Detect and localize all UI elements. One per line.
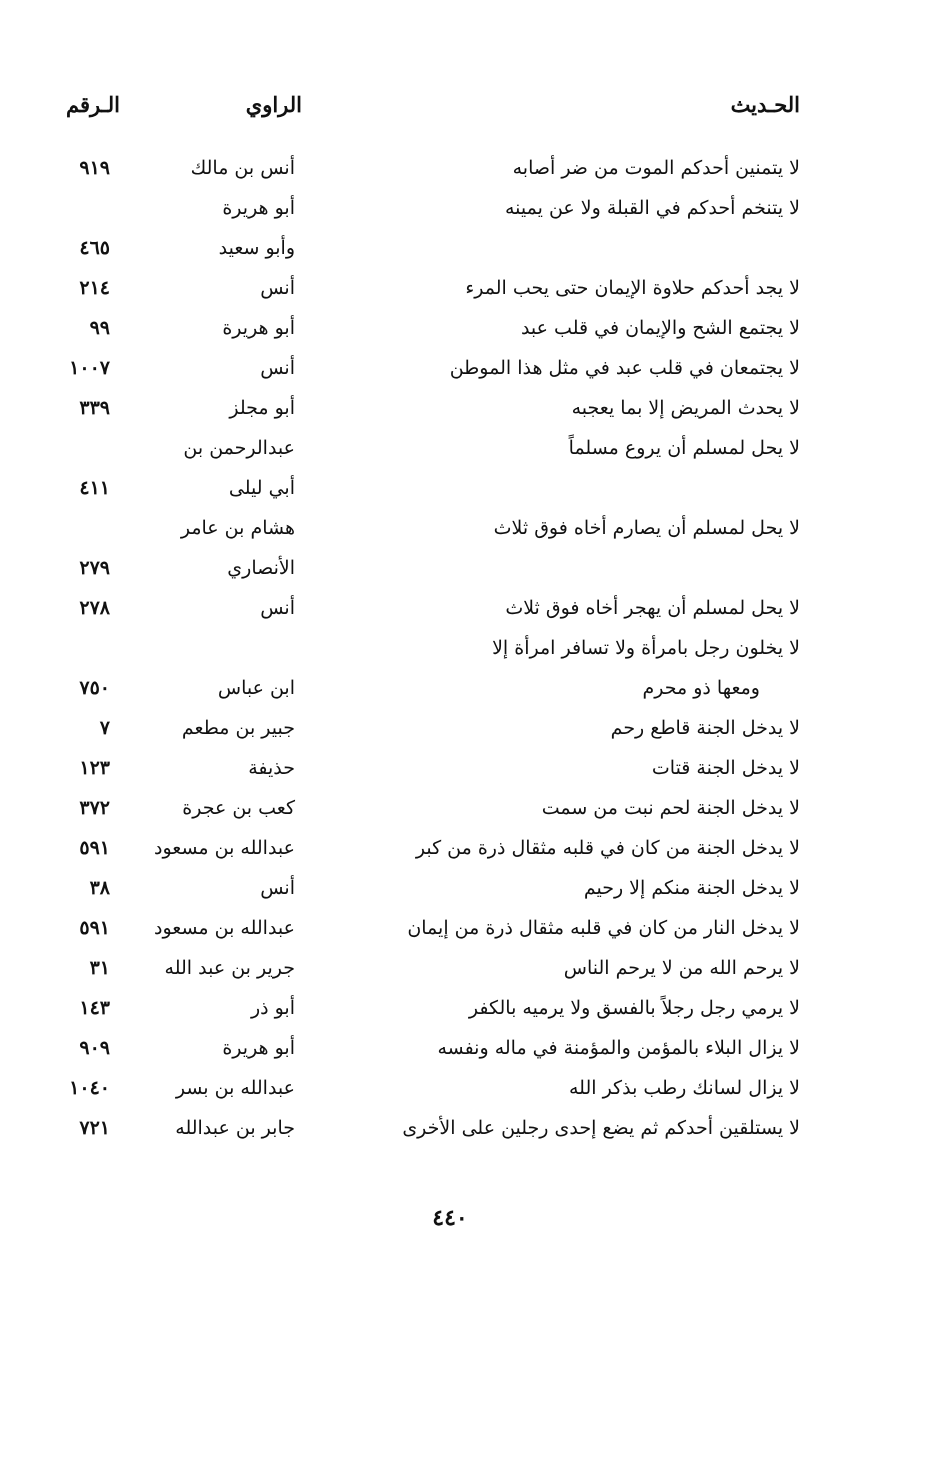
table-row [50, 1068, 800, 1108]
hadith-number: ٢٧٩ [79, 557, 110, 579]
table-row [50, 668, 800, 708]
table-row [50, 228, 800, 268]
rawi-name: جابر بن عبدالله [175, 1117, 295, 1139]
table-row [50, 548, 800, 588]
rawi-name: الأنصاري [227, 557, 295, 579]
hadith-text: لا يجد أحدكم حلاوة الإيمان حتى يحب المرء [465, 277, 800, 299]
table-row [50, 708, 800, 748]
header-rawi: الراوي [245, 92, 302, 117]
table-row [50, 348, 800, 388]
hadith-number: ٥٩١ [79, 917, 110, 939]
table-row [50, 1108, 800, 1148]
rawi-name: أنس [260, 877, 295, 899]
table-row [50, 468, 800, 508]
table-header [60, 92, 800, 128]
hadith-number: ١٤٣ [79, 997, 110, 1019]
hadith-text: لا يحل لمسلم أن يروع مسلماً [568, 437, 800, 459]
rawi-name: جبير بن مطعم [181, 717, 295, 739]
rawi-name: أبو ذر [250, 997, 295, 1019]
hadith-number: ٩١٩ [79, 157, 110, 179]
hadith-text: لا يدخل الجنة لحم نبت من سمت [541, 797, 800, 819]
hadith-number: ٩٩ [89, 317, 110, 339]
rawi-name: أبو هريرة [222, 317, 295, 339]
hadith-number: ٤٦٥ [79, 237, 110, 259]
table-row [50, 868, 800, 908]
rawi-name: أبو هريرة [222, 1037, 295, 1059]
rawi-name: عبدالله بن مسعود [154, 917, 295, 939]
hadith-text: ومعها ذو محرم [642, 677, 760, 699]
table-row [50, 628, 800, 668]
table-row [50, 828, 800, 868]
rawi-name: جرير بن عبد الله [164, 957, 295, 979]
hadith-number: ٥٩١ [79, 837, 110, 859]
rawi-name: أنس [260, 597, 295, 619]
rawi-name: حذيفة [248, 757, 295, 779]
rawi-name: أنس بن مالك [190, 157, 295, 179]
table-row [50, 308, 800, 348]
rawi-name: عبدالرحمن بن [183, 437, 295, 459]
rawi-name: هشام بن عامر [180, 517, 295, 539]
hadith-text: لا يحل لمسلم أن يهجر أخاه فوق ثلاث [505, 597, 800, 619]
hadith-text: لا يخلون رجل بامرأة ولا تسافر امرأة إلا [492, 637, 800, 659]
hadith-text: لا يتنخم أحدكم في القبلة ولا عن يمينه [504, 197, 800, 219]
table-row [50, 508, 800, 548]
hadith-text: لا يرحم الله من لا يرحم الناس [563, 957, 800, 979]
hadith-text: لا يجتمع الشح والإيمان في قلب عبد [520, 317, 800, 339]
table-row [50, 388, 800, 428]
hadith-text: لا يحل لمسلم أن يصارم أخاه فوق ثلاث [493, 517, 800, 539]
rawi-name: ابن عباس [217, 677, 295, 699]
table-row [50, 428, 800, 468]
table-row [50, 1028, 800, 1068]
hadith-text: لا يجتمعان في قلب عبد في مثل هذا الموطن [449, 357, 800, 379]
page-number: ٤٤٠ [432, 1205, 468, 1231]
hadith-text: لا يزال لسانك رطب بذكر الله [568, 1077, 800, 1099]
rawi-name: أنس [260, 277, 295, 299]
header-hadith: الحـديث [730, 92, 800, 117]
hadith-number: ٢١٤ [79, 277, 110, 299]
hadith-number: ٣٧٢ [79, 797, 110, 819]
hadith-text: لا يدخل الجنة قتات [651, 757, 800, 779]
hadith-number: ٩٠٩ [79, 1037, 110, 1059]
hadith-number: ٧٢١ [79, 1117, 110, 1139]
hadith-text: لا يستلقين أحدكم ثم يضع إحدى رجلين على الأخرى [402, 1117, 800, 1139]
hadith-text: لا يتمنين أحدكم الموت من ضر أصابه [512, 157, 800, 179]
hadith-number: ٢٧٨ [79, 597, 110, 619]
hadith-number: ١٠٤٠ [69, 1077, 110, 1099]
header-number: الـرقم [66, 92, 120, 117]
hadith-number: ٣٣٩ [79, 397, 110, 419]
hadith-number: ١٢٣ [79, 757, 110, 779]
table-row [50, 748, 800, 788]
table-row [50, 588, 800, 628]
table-row [50, 908, 800, 948]
table-row [50, 148, 800, 188]
hadith-number: ٤١١ [79, 477, 110, 499]
hadith-text: لا يدخل النار من كان في قلبه مثقال ذرة من إيمان [407, 917, 800, 939]
hadith-text: لا يدخل الجنة منكم إلا رحيم [583, 877, 800, 899]
hadith-number: ٣١ [89, 957, 110, 979]
rawi-name: أبو هريرة [222, 197, 295, 219]
hadith-text: لا يرمي رجل رجلاً بالفسق ولا يرميه بالكفر [468, 997, 800, 1019]
table-row [50, 188, 800, 228]
hadith-number: ٧٥٠ [79, 677, 110, 699]
rawi-name: وأبو سعيد [218, 237, 295, 259]
hadith-text: لا يدخل الجنة قاطع رحم [610, 717, 800, 739]
rawi-name: أبو مجلز [229, 397, 295, 419]
rawi-name: كعب بن عجرة [182, 797, 295, 819]
hadith-text: لا يدخل الجنة من كان في قلبه مثقال ذرة من كبر [415, 837, 800, 859]
rawi-name: أبي ليلى [228, 477, 295, 499]
hadith-text: لا يزال البلاء بالمؤمن والمؤمنة في ماله ونفسه [437, 1037, 800, 1059]
table-row [50, 268, 800, 308]
rawi-name: عبدالله بن بسر [175, 1077, 295, 1099]
rawi-name: عبدالله بن مسعود [154, 837, 295, 859]
hadith-table [50, 148, 800, 1148]
hadith-text: لا يحدث المريض إلا بما يعجبه [571, 397, 800, 419]
hadith-number: ٣٨ [89, 877, 110, 899]
hadith-number: ١٠٠٧ [69, 357, 110, 379]
rawi-name: أنس [260, 357, 295, 379]
table-row [50, 988, 800, 1028]
table-row [50, 948, 800, 988]
hadith-number: ٧ [99, 717, 110, 739]
table-row [50, 788, 800, 828]
